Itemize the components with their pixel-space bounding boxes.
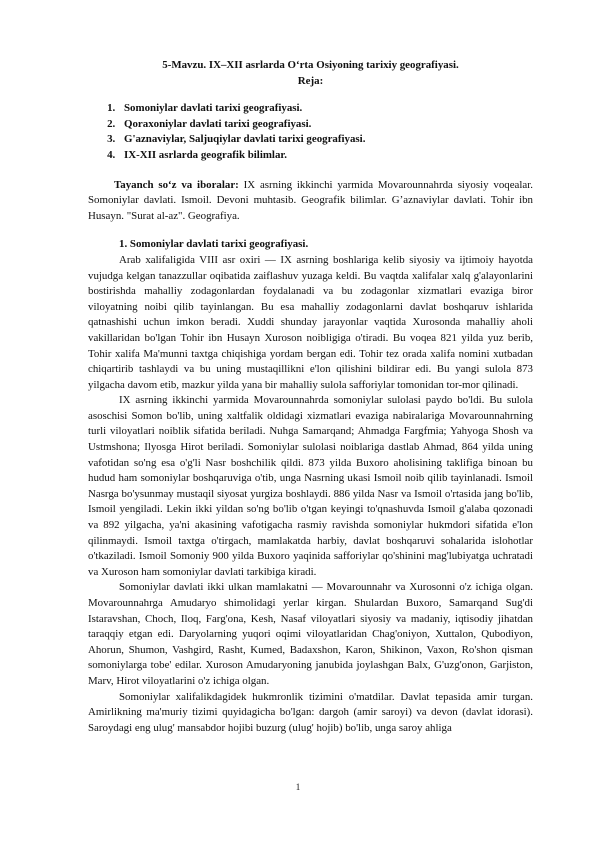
body-paragraph: Somoniylar xalifalikdagidek hukmronlik tizimini o'matdilar. Davlat tepasida amir turgan. Amirlikning ma'muriy tizimi quyidagicha bo'lgan: dargoh (amir saroyi) va devon (davlat idorasi). Saroydagi eng ulug' mansabdor hojibi buzurg (ulug' hojib) bo'lib, unga saroy ahliga (88, 690, 533, 734)
page-title: 5-Mavzu. IX–XII asrlarda O‘rta Osiyoning tarixiy geografiyasi. (162, 59, 459, 71)
plan-heading: Reja: (297, 74, 324, 87)
body-paragraph: IX asrning ikkinchi yarmida Movarounnahrda somoniylar sulolasi paydo bo'ldi. Bu sulola asoschisi Somon bo'lib, uning xaltfalik oldidagi xizmatlari evaziga nabiralariga Movarounnahrning turli viloyatlari noiblik sifatida beriladi. Nuhga Samarqand; Ahmadga Fargfmia; Yahyoga Shosh va Ustmshona; Ilyosga Hirot beriladi. Somoniylar sulolasi noiblariga dastlab Ahmad, 864 yilda uning vafotidan so'ng esa o'g'li Nasr boshchilik qildi. 873 yilda Buxoro aholisining taklifiga binoan bu hudud ham somoniylar boshqaruviga o'tib, unga Nasrning ukasi Ismoil noib qilib tayinlanadi. Ismoil Nasrga bo'ysunmay mustaqil siyosat yurgiza boshlaydi. 886 yilda Nasr va Ismoil o'rtasida jang bo'lib, Ismoil yengiladi. Lekin ikki yildan so'ng bo'lib o'tgan keyingi to'qnashuvda Ismoil g'alaba qozonadi va 892 yilgacha, ya'ni akasining vafotigacha rasmiy ravishda somoniylar hukmdori sifatida e'lon qilinmaydi. Ismoil taxtga o'tirgach, mamlakatda harbiy, davlat boshqaruvi sohalarida islohotlar o'tkaziladi. Ismoil Somoniy 900 yilda Buxoro yaqinida safforiylar qo'shinini mag'lubiyatga uchratadi va Xuroson ham somoniylar davlati tarkibiga kiradi. (88, 394, 533, 578)
plan-list (88, 101, 533, 163)
page-number: 1 (295, 782, 301, 792)
body-paragraph: Arab xalifaligida VIII asr oxiri — IX asrning boshlariga kelib siyosiy va ijtimoiy hayotda vujudga kelgan tanazzullar oqibatida zaiflashuv yuzaga keldi. Bu vaqtda xalifalar xalq g'alayonlarini bostirishda mahalliy zodagonlardan foydalanadi va bu zodagonlar xizmatlari evaziga biror viloyatning noibi qilib tayinlangan. Bu esa mahalliy zodagonlarni davlat boshqaruv ishlarida qatnashishi uchun imkon beradi. Xuddi shunday jarayonlar vaqtida Xurosonda mahalliy aholi vakillaridan bo'lgan Tohir ibn Husayn Xuroson noibligiga o'tiradi. Bu voqea 821 yilda yuz berib, Tohir xalifa Ma'munni taxtga chiqishiga yordam bergan edi. Tohir tez orada xalifa nomini xutbadan chiqartirib tashlaydi va bu uning mustaqillikni e'lon qilishini bildirar edi. Bu yangi sulola 873 yilgacha davom etib, mazkur yilda yana bir mahalliy sulola safforiylar tomonidan tor-mor qilinadi. (88, 253, 533, 391)
section-heading: 1. Somoniylar davlati tarixi geografiyasi. (119, 238, 309, 251)
keywords-text: IX asrning ikkinchi yarmida Movarounnahrda siyosiy voqealar. Somoniylar davlati. Ismoil. Devoni muhtasib. Geografik bilimlar. G’aznaviylar davlati. Tohir ibn Husayn. "Surat al-az". Geografiya. (88, 178, 533, 222)
plan-item: 1. Somoniylar davlati tarixi geografiyasi. (118, 101, 533, 117)
plan-item: 3. G'aznaviylar, Saljuqiylar davlati tarixi geografiyasi. (118, 132, 533, 148)
keywords-label: Tayanch so‘z va iboralar: (114, 178, 239, 191)
body-paragraph: Somoniylar davlati ikki ulkan mamlakatni — Movarounnahr va Xurosonni o'z ichiga olgan. Movarounnahrga Amudaryo shimolidagi yerlar kirgan. Shulardan Buxoro, Samarqand Sug'di Istaravshan, Choch, Iloq, Farg'ona, Kesh, Nasaf viloyatlari siyosiy va madaniy, iqtisodiy jihatdan taraqqiy etgan edi. Daryolarning yuqori oqimi viloyatlaridan Chag'oniyon, Xuttalon, Qubodiyon, Ahorun, Shumon, Vashgird, Rasht, Kumed, Badaxshon, Karon, Shikinon, Vaxon, Ro'shon qisman somoniylarga tobe' edilar. Xuroson Amudaryoning janubida joylashgan Balx, G'uzg'onon, Garjiston, Marv, Hirot viloyatlarini o'z ichiga olgan. (88, 581, 533, 687)
keywords-paragraph (88, 178, 533, 225)
plan-item: 4. IX-XII asrlarda geografik bilimlar. (118, 148, 533, 164)
plan-item: 2. Qoraxoniylar davlati tarixi geografiyasi. (118, 117, 533, 133)
